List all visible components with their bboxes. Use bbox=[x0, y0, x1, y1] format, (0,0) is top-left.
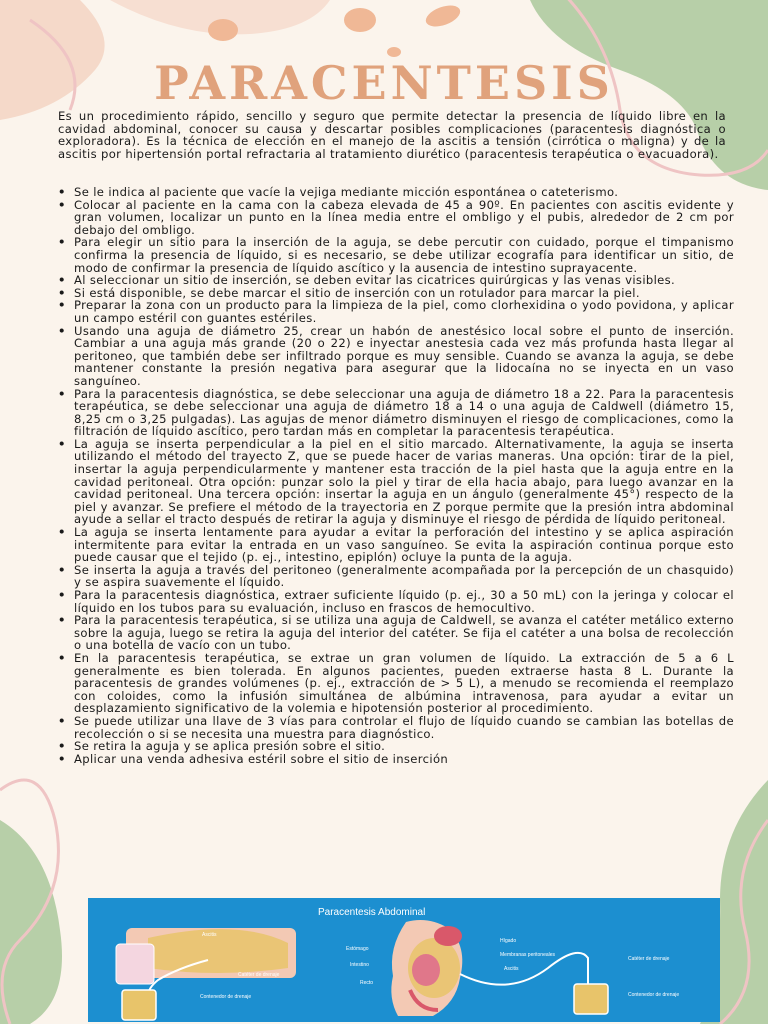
list-item bbox=[58, 614, 734, 652]
peach-dot-3 bbox=[423, 1, 463, 30]
label-contenedor-right: Contenedor de drenaje bbox=[628, 992, 680, 998]
step-text: La aguja se inserta perpendicular a la piel en el sitio marcado. Alternativamente, la aguja se inserta utilizando el método del trayecto Z, que se puede hacer de varias maneras. Una opción: tirar de la piel, insertar la aguja perpendicularmente y mantener esta tracción de la piel hasta que la aguja entre en la cavidad peritoneal. Otra opción: punzar solo la piel y tirar de ella hacia abajo, para luego avanzar en la cavidad peritoneal. Una tercera opción: insertar la aguja en un ángulo (generalmente 45°) respecto de la piel y avanzar. Se prefiere el método de la trayectoria en Z porque permite que la presión intra abdominal ayude a sellar el tracto después de retirar la aguja y disminuye el riesgo de pérdida de líquido peritoneal. bbox=[74, 436, 734, 527]
list-item bbox=[58, 236, 734, 274]
list-item bbox=[58, 388, 734, 438]
step-text: Para la paracentesis diagnóstica, extraer suficiente líquido (p. ej., 30 a 50 mL) con la jeringa y colocar el líquido en los tubos para su evaluación, incluso en frascos de hemocultivo. bbox=[74, 588, 734, 615]
step-text: Para la paracentesis diagnóstica, se debe seleccionar una aguja de diámetro 18 a 22. Para la paracentesis terapéutica, se debe seleccionar una aguja de diámetro 18 a 14 o una aguja de Caldwell (diámetro 15, 8,25 cm o 3,25 pulgadas). Las agujas de menor diámetro disminuyen el riesgo de complicaciones, como la filtración de líquido ascítico, pero tardan más en completar la paracentesis terapéutica. bbox=[74, 386, 734, 439]
label-cateter-right: Catéter de drenaje bbox=[628, 956, 670, 962]
bullet-icon: • bbox=[58, 588, 66, 602]
list-item bbox=[58, 564, 734, 589]
label-contenedor-left: Contenedor de drenaje bbox=[200, 994, 252, 1000]
bullet-icon: • bbox=[58, 713, 66, 728]
container-right bbox=[574, 984, 608, 1014]
diagram-illustration bbox=[88, 898, 720, 1022]
bullet-icon: • bbox=[58, 386, 66, 401]
step-text: Para elegir un sitio para la inserción de la aguja, se debe percutir con cuidado, porque el timpanismo confirma la presencia de líquido, si es necesario, se debe utilizar ecografía para identificar un sitio, de modo de confirmar la presencia de líquido ascítico y la ausencia de intestino suprayacente. bbox=[74, 235, 734, 275]
label-cateter-left: Catéter de drenaje bbox=[238, 972, 280, 978]
list-item bbox=[58, 438, 734, 526]
left-drain-box bbox=[116, 944, 154, 984]
label-recto: Recto bbox=[360, 980, 374, 986]
procedure-steps bbox=[58, 186, 734, 765]
bullet-icon: • bbox=[58, 436, 66, 451]
step-text: Al seleccionar un sitio de inserción, se deben evitar las cicatrices quirúrgicas y las venas visibles. bbox=[74, 273, 676, 288]
step-text: La aguja se inserta lentamente para ayudar a evitar la perforación del intestino y se aplica aspiración intermitente para evitar la entrada en un vaso sanguíneo. Se evita la aspiración continua porque esto puede causar que el tejido (p. ej., intestino, epiplón) ocluye la punta de la aguja. bbox=[74, 525, 734, 565]
step-text: Se le indica al paciente que vacíe la vejiga mediante micción espontánea o cateterismo. bbox=[74, 185, 619, 199]
intestine-organ bbox=[412, 954, 440, 986]
step-text: Para la paracentesis terapéutica, si se utiliza una aguja de Caldwell, se avanza el catéter metálico externo sobre la aguja, luego se retira la aguja del interior del catéter. Se fija el catéter a una bolsa de recolección o una botella de vacío con un tubo. bbox=[74, 613, 734, 653]
step-text: Se inserta la aguja a través del peritoneo (generalmente acompañada por la percepción de un chasquido) y se aspira suavemente el líquido. bbox=[74, 562, 734, 590]
list-item bbox=[58, 299, 734, 324]
bullet-icon: • bbox=[58, 273, 66, 288]
bullet-icon: • bbox=[58, 323, 66, 338]
bullet-icon: • bbox=[58, 185, 66, 199]
step-text: Aplicar una venda adhesiva estéril sobre el sitio de inserción bbox=[74, 751, 449, 766]
list-item bbox=[58, 589, 734, 614]
bullet-icon: • bbox=[58, 298, 66, 313]
label-intestino: Intestino bbox=[350, 962, 369, 968]
list-item bbox=[58, 199, 734, 237]
bullet-icon: • bbox=[58, 739, 66, 754]
bullet-icon: • bbox=[58, 197, 66, 212]
step-text: Se puede utilizar una llave de 3 vías para controlar el flujo de líquido cuando se cambian las botellas de recolección o si se necesita una muestra para diagnóstico. bbox=[74, 713, 734, 741]
bullet-icon: • bbox=[58, 650, 66, 665]
intro-paragraph: Es un procedimiento rápido, sencillo y seguro que permite detectar la presencia de líquido libre en la cavidad abdominal, conocer su causa y descartar posibles complicaciones (paracentesis diagnóstica o exploradora). Es la técnica de elección en el manejo de la ascitis a tensión (cirrótica o maligna) y de la ascitis por hipertensión portal refractaria al tratamiento diurético (paracentesis terapéutica o evacuadora). bbox=[58, 109, 726, 161]
list-item bbox=[58, 652, 734, 715]
step-text: Se retira la aguja y se aplica presión sobre el sitio. bbox=[74, 739, 386, 754]
label-ascitis-left: Ascitis bbox=[202, 932, 217, 938]
step-text: En la paracentesis terapéutica, se extrae un gran volumen de líquido. La extracción de 5 a 6 L generalmente es bien tolerada. En algunos pacientes, pueden extraerse hasta 8 L. Durante la paracentesis de grandes volúmenes (p. ej., extracción de > 5 L), a menudo se recomienda el reemplazo con coloides, como la infusión simultánea de albúmina intravenosa, para ayudar a evitar un desplazamiento significativo de la volemia e hipotensión posterior al procedimiento. bbox=[74, 650, 734, 716]
page-title: PARACENTESIS bbox=[154, 56, 614, 110]
diagram-title: Paracentesis Abdominal bbox=[318, 907, 426, 918]
step-text: Preparar la zona con un producto para la limpieza de la piel, como clorhexidina o yodo povidona, y aplicar un campo estéril con guantes estériles. bbox=[74, 298, 734, 325]
step-text: Usando una aguja de diámetro 25, crear un habón de anestésico local sobre el punto de inserción. Cambiar a una aguja más grande (20 o 22) e inyectar anestesia cada vez más profunda hasta llegar al peritoneo, que también debe ser infiltrado porque es muy sensible. Cuando se avanza la aguja, se debe mantener constante la presión negativa para asegurar que la lidocaína no se inyecta en un vaso sanguíneo. bbox=[74, 323, 734, 388]
bullet-icon: • bbox=[58, 751, 66, 766]
label-higado: Hígado bbox=[500, 938, 517, 944]
bullet-icon: • bbox=[58, 235, 66, 250]
bullet-icon: • bbox=[58, 525, 66, 540]
bottom-left-sage-blob bbox=[0, 820, 62, 1024]
bullet-icon: • bbox=[58, 285, 66, 300]
label-membranas: Membranas peritoneales bbox=[500, 952, 556, 958]
step-text: Colocar al paciente en la cama con la cabeza elevada de 45 a 90º. En pacientes con ascitis evidente y gran volumen, localizar un punto en la línea media entre el ombligo y el pubis, alrededor de 2 cm por debajo del ombligo. bbox=[74, 197, 734, 237]
liver-organ bbox=[434, 926, 462, 946]
bullet-icon: • bbox=[58, 562, 66, 577]
list-item bbox=[58, 526, 734, 564]
list-item bbox=[58, 753, 734, 766]
list-item bbox=[58, 325, 734, 388]
bullet-icon: • bbox=[58, 613, 66, 628]
label-estomago: Estómago bbox=[346, 946, 369, 952]
step-text: Si está disponible, se debe marcar el sitio de inserción con un rotulador para marcar la piel. bbox=[74, 285, 640, 300]
peach-dot-1 bbox=[208, 19, 238, 41]
list-item bbox=[58, 715, 734, 740]
paracentesis-diagram bbox=[88, 898, 720, 1022]
ascitis-fluid-left bbox=[148, 929, 288, 973]
peach-dot-2 bbox=[344, 8, 376, 32]
label-ascitis-right: Ascitis bbox=[504, 966, 519, 972]
container-left bbox=[122, 990, 156, 1020]
